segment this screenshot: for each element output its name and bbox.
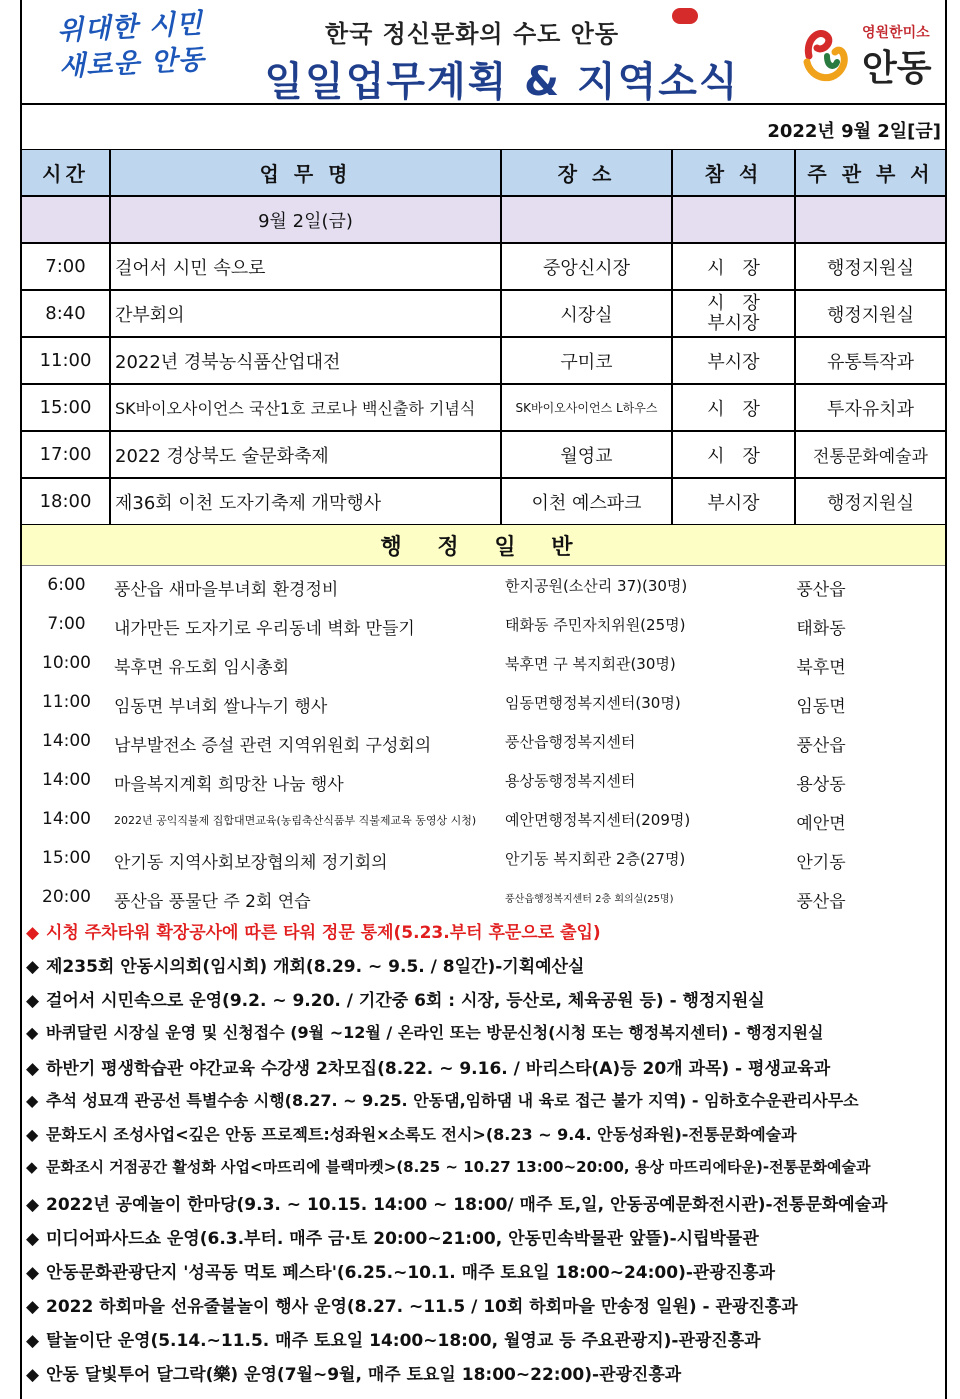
row-title: 2022년 경북농식품산업대전 xyxy=(111,338,502,383)
item-time: 10:00 xyxy=(42,653,91,673)
item-title: 2022년 공익직불제 집합대면교육(농림축산식품부 직불제교육 동영상 시청) xyxy=(114,814,477,827)
andong-logo-icon xyxy=(797,22,853,86)
item-title: 풍산읍 새마을부녀회 환경정비 xyxy=(114,580,339,600)
empty-cell xyxy=(673,197,796,242)
row-place: 월영교 xyxy=(502,432,673,477)
row-time: 18:00 xyxy=(22,479,111,524)
item-place: 북후면 구 복지회관(30명) xyxy=(505,655,676,673)
item-title: 마을복지계획 희망찬 나눔 행사 xyxy=(114,775,344,795)
item-time: 11:00 xyxy=(42,692,91,712)
row-attend: 시 장 xyxy=(673,244,796,289)
table-row xyxy=(22,244,945,291)
row-place: 이천 예스파크 xyxy=(502,479,673,524)
row-time: 17:00 xyxy=(22,432,111,477)
item-title: 풍산읍 풍물단 주 2회 연습 xyxy=(114,892,311,912)
item-dept: 태화동 xyxy=(796,619,846,639)
row-attend xyxy=(673,291,796,336)
notice-text: 탈놀이단 운영(5.14.~11.5. 매주 토요일 14:00~18:00, 월영교 등 주요관광지)-관광진흥과 xyxy=(46,1331,761,1351)
list-item xyxy=(22,683,945,722)
notice-text: 2022 하회마을 선유줄불놀이 행사 운영(8.27. ~11.5 / 10회 하회마을 만송정 일원) - 관광진흥과 xyxy=(46,1297,798,1317)
list-item xyxy=(22,722,945,761)
notice-item xyxy=(26,1054,946,1088)
empty-cell xyxy=(502,197,673,242)
list-item xyxy=(22,878,945,917)
document-page xyxy=(20,0,947,1399)
notice-item xyxy=(26,1088,946,1122)
item-dept: 풍산읍 xyxy=(796,892,846,912)
notice-item xyxy=(26,1122,946,1156)
item-dept: 예안면 xyxy=(796,814,846,834)
notice-item xyxy=(26,1258,946,1292)
notice-item xyxy=(26,1020,946,1054)
row-dept: 전통문화예술과 xyxy=(813,447,928,467)
diamond-bullet-icon: ◆ xyxy=(26,1365,40,1385)
diamond-bullet-icon: ◆ xyxy=(26,1263,40,1283)
row-title: SK바이오사이언스 국산1호 코로나 백신출하 기념식 xyxy=(111,385,502,430)
section-title: 행 정 일 반 xyxy=(22,525,945,566)
row-place: 시장실 xyxy=(502,291,673,336)
notice-item xyxy=(26,1156,946,1190)
slogan-line1: 위대한 시민 xyxy=(56,8,204,47)
row-dept: 행정지원실 xyxy=(827,257,914,279)
item-title: 안기동 지역사회보장협의체 정기회의 xyxy=(114,853,388,873)
header-subtitle: 한국 정신문화의 수도 안동 xyxy=(324,20,620,48)
item-time: 14:00 xyxy=(42,809,91,829)
item-dept: 풍산읍 xyxy=(796,580,846,600)
table-row xyxy=(22,291,945,338)
row-place: SK바이오사이언스 L하우스 xyxy=(502,385,673,430)
table-date-row xyxy=(22,197,945,244)
notice-item xyxy=(26,1224,946,1258)
diamond-bullet-icon: ◆ xyxy=(26,1229,40,1249)
row-attend: 시 장 xyxy=(673,432,796,477)
notice-text: 바퀴달린 시장실 운영 및 신청접수 (9월 ~12월 / 온라인 또는 방문신청(시청 또는 행정복지센터) - 행정지원실 xyxy=(46,1023,824,1042)
item-time: 14:00 xyxy=(42,731,91,751)
row-attend: 부시장 xyxy=(673,338,796,383)
list-item xyxy=(22,605,945,644)
empty-cell xyxy=(22,197,111,242)
diamond-bullet-icon: ◆ xyxy=(26,1331,40,1351)
notice-item xyxy=(26,918,946,952)
item-dept: 임동면 xyxy=(796,697,846,717)
page-title: 일일업무계획 & 지역소식 xyxy=(264,59,740,105)
list-item xyxy=(22,761,945,800)
row-place: 구미코 xyxy=(502,338,673,383)
row-title: 제36회 이천 도자기축제 개막행사 xyxy=(111,479,502,524)
item-dept: 용상동 xyxy=(796,775,846,795)
row-time: 11:00 xyxy=(22,338,111,383)
diamond-bullet-icon: ◆ xyxy=(26,957,40,977)
notice-text: 제235회 안동시의회(임시회) 개회(8.29. ~ 9.5. / 8일간)-기획예산실 xyxy=(46,957,585,977)
row-dept: 유통특작과 xyxy=(827,351,914,373)
notice-text: 걸어서 시민속으로 운영(9.2. ~ 9.20. / 기간중 6회 : 시장, 등산로, 체육공원 등) - 행정지원실 xyxy=(46,991,765,1011)
item-time: 6:00 xyxy=(47,575,86,595)
date-row xyxy=(22,105,945,151)
header-time: 시간 xyxy=(22,150,111,195)
diamond-bullet-icon: ◆ xyxy=(26,1195,40,1215)
row-dept: 행정지원실 xyxy=(827,492,914,514)
item-place: 풍산읍행정복지센터 xyxy=(505,733,636,751)
row-time: 8:40 xyxy=(22,291,111,336)
notice-item xyxy=(26,952,946,986)
slogan-line2: 새로운 안동 xyxy=(58,44,206,83)
notice-item xyxy=(26,986,946,1020)
empty-cell xyxy=(796,197,945,242)
header-place: 장 소 xyxy=(502,150,673,195)
diamond-bullet-icon: ◆ xyxy=(26,1023,39,1042)
header-title: 업 무 명 xyxy=(111,150,502,195)
brand-name: 안동 xyxy=(862,48,932,89)
row-title: 간부회의 xyxy=(111,291,502,336)
item-time: 15:00 xyxy=(42,848,91,868)
row-dept: 행정지원실 xyxy=(827,304,914,326)
document-date: 2022년 9월 2일[금] xyxy=(767,121,941,142)
notice-text: 하반기 평생학습관 야간교육 수강생 2차모집(8.22. ~ 9.16. / 바리스타(A)등 20개 과목) - 평생교육과 xyxy=(46,1059,831,1079)
list-item xyxy=(22,800,945,839)
notice-item xyxy=(26,1360,946,1394)
notice-text: 문화조시 거점공간 활성화 사업<마뜨리에 블랙마켓>(8.25 ~ 10.27 13:00~20:00, 용상 마뜨리에타운)-전통문화예술과 xyxy=(46,1158,871,1176)
item-title: 북후면 유도회 임시총회 xyxy=(114,658,290,678)
row-dept: 투자유치과 xyxy=(827,398,914,420)
notice-text: 문화도시 조성사업<깊은 안동 프로젝트:성좌원×소록도 전시>(8.23 ~ 9.4. 안동성좌원)-전통문화예술과 xyxy=(46,1125,797,1144)
notice-text: 추석 성묘객 관공선 특별수송 시행(8.27. ~ 9.25. 안동댐,임하댐 내 육로 접근 불가 지역) - 임하호수운관리사무소 xyxy=(46,1091,859,1110)
item-time: 14:00 xyxy=(42,770,91,790)
item-place: 임동면행정복지센터(30명) xyxy=(505,694,681,712)
header-dept: 주 관 부 서 xyxy=(807,162,934,186)
header xyxy=(22,0,945,105)
row-time: 7:00 xyxy=(22,244,111,289)
row-attend: 부시장 xyxy=(673,479,796,524)
item-dept: 안기동 xyxy=(796,853,846,873)
item-title: 남부발전소 증설 관련 지역위원회 구성회의 xyxy=(114,736,432,756)
table-row xyxy=(22,479,945,526)
table-row xyxy=(22,338,945,385)
diamond-bullet-icon: ◆ xyxy=(26,1297,40,1317)
list-item xyxy=(22,566,945,605)
notice-text: 미디어파사드쇼 운영(6.3.부터. 매주 금·토 20:00~21:00, 안동민속박물관 앞뜰)-시립박물관 xyxy=(46,1229,759,1249)
list-item xyxy=(22,644,945,683)
notice-text: 안동 달빛투어 달그락(樂) 운영(7월~9월, 매주 토요일 18:00~22:00)-관광진흥과 xyxy=(46,1365,682,1385)
item-time: 20:00 xyxy=(42,887,91,907)
item-place: 안기동 복지회관 2층(27명) xyxy=(505,850,686,868)
list-item xyxy=(22,839,945,878)
row-title: 2022 경상북도 술문화축제 xyxy=(111,432,502,477)
notice-item xyxy=(26,1292,946,1326)
item-dept: 풍산읍 xyxy=(796,736,846,756)
item-place: 한지공원(소산리 37)(30명) xyxy=(505,577,688,595)
attend-line2: 부시장 xyxy=(707,312,760,334)
diamond-bullet-icon: ◆ xyxy=(26,1158,38,1176)
table-header-row xyxy=(22,150,945,197)
diamond-bullet-icon: ◆ xyxy=(26,923,40,943)
item-title: 내가만든 도자기로 우리동네 벽화 만들기 xyxy=(114,619,415,639)
item-title: 임동면 부녀회 쌀나누기 행사 xyxy=(114,697,328,717)
header-attend: 참 석 xyxy=(673,150,796,195)
brand-tagline: 영원한미소 xyxy=(862,25,930,41)
item-place: 예안면행정복지센터(209명) xyxy=(505,811,691,829)
seal-icon xyxy=(672,8,698,24)
row-place: 중앙신시장 xyxy=(502,244,673,289)
notice-item xyxy=(26,1326,946,1360)
table-row xyxy=(22,432,945,479)
notice-text: 2022년 공예놀이 한마당(9.3. ~ 10.15. 14:00 ~ 18:00/ 매주 토,일, 안동공예문화전시관)-전통문화예술과 xyxy=(46,1195,888,1215)
item-dept: 북후면 xyxy=(796,658,846,678)
diamond-bullet-icon: ◆ xyxy=(26,1059,40,1079)
diamond-bullet-icon: ◆ xyxy=(26,1091,39,1110)
item-time: 7:00 xyxy=(47,614,86,634)
row-title: 걸어서 시민 속으로 xyxy=(111,244,502,289)
notice-text: 시청 주차타워 확장공사에 따른 타워 정문 통제(5.23.부터 후문으로 출입) xyxy=(46,923,601,943)
attend-line1: 시 장 xyxy=(707,292,760,314)
diamond-bullet-icon: ◆ xyxy=(26,1125,39,1144)
item-place: 풍산읍행정복지센터 2층 회의실(25명) xyxy=(505,894,674,905)
item-place: 태화동 주민자치위원(25명) xyxy=(505,616,686,634)
table-row xyxy=(22,385,945,432)
diamond-bullet-icon: ◆ xyxy=(26,991,40,1011)
row-attend: 시 장 xyxy=(673,385,796,430)
table-date-label: 9월 2일(금) xyxy=(111,197,502,242)
item-place: 용상동행정복지센터 xyxy=(505,772,636,790)
notice-item xyxy=(26,1190,946,1224)
notice-text: 안동문화관광단지 '성곡동 먹토 페스타'(6.25.~10.1. 매주 토요일 18:00~24:00)-관광진흥과 xyxy=(46,1263,776,1283)
slogan-logo xyxy=(34,5,228,87)
row-time: 15:00 xyxy=(22,385,111,430)
